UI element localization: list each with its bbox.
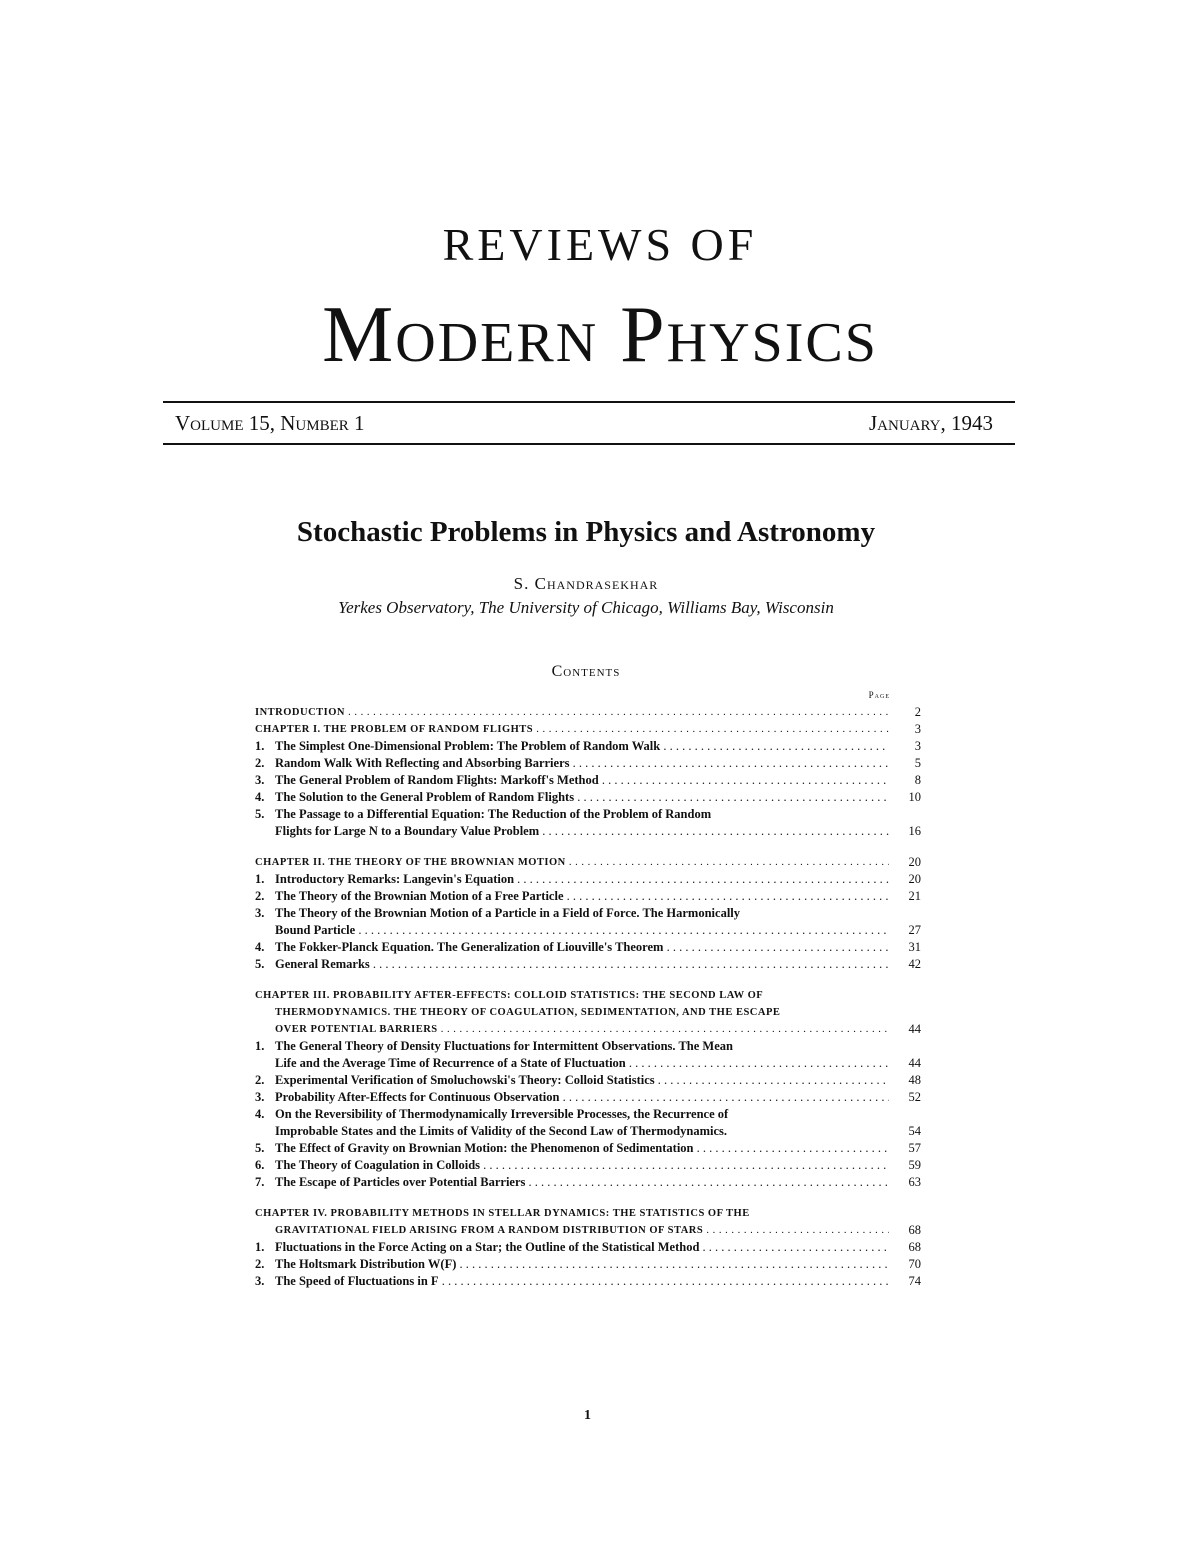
toc-entry	[255, 1273, 921, 1290]
toc-entry-text-line1: The Theory of the Brownian Motion of a Particle in a Field of Force. The Harmonically	[275, 906, 741, 920]
toc-page-number: 63	[908, 1175, 921, 1189]
toc-entry	[255, 1072, 921, 1089]
toc-entry	[255, 939, 921, 956]
toc-entry-text-line1: The General Theory of Density Fluctuations for Intermittent Observations. The Mean	[275, 1039, 733, 1053]
toc-page-number: 57	[908, 1141, 921, 1155]
toc-entry-text: The General Problem of Random Flights: Markoff's Method	[275, 773, 599, 787]
toc-entry	[255, 789, 921, 806]
toc-page-number: 48	[908, 1073, 921, 1087]
toc-entry	[255, 905, 921, 939]
toc-entry-introduction	[255, 704, 921, 721]
toc-entry-text-line2: Flights for Large N to a Boundary Value Problem . . .	[255, 823, 889, 840]
toc-entry-number: 3.	[255, 906, 265, 920]
journal-title-line2: Modern Physics	[322, 291, 878, 379]
toc-entry-text-line1: On the Reversibility of Thermodynamically Irreversible Processes, the Recurrence of	[275, 1107, 729, 1121]
header-rule-top	[163, 401, 1015, 403]
contents-heading: Contents	[551, 663, 621, 680]
toc-entry	[255, 1157, 921, 1174]
toc-page-number: 3	[914, 739, 921, 753]
toc-entry-text: The Fokker-Planck Equation. The Generalization of Liouville's Theorem	[275, 940, 664, 954]
toc-entry	[255, 888, 921, 905]
page-column-heading: Page	[868, 690, 890, 700]
toc-entry-text: Fluctuations in the Force Acting on a Star; the Outline of the Statistical Method	[275, 1240, 700, 1254]
toc-entry	[255, 755, 921, 772]
page-number: 1	[584, 1408, 591, 1423]
toc-entry-text-line1: The Passage to a Differential Equation: The Reduction of the Problem of Random	[275, 807, 712, 821]
volume-number: Volume 15, Number 1	[175, 411, 365, 435]
toc-chapter-title-line3: OVER POTENTIAL BARRIERS . . .	[255, 1021, 889, 1038]
toc-entry-number: 1.	[255, 872, 265, 886]
toc-entry-number: 2.	[255, 889, 265, 903]
toc-chapter-title: CHAPTER II. THE THEORY OF THE BROWNIAN MOTION . . .	[255, 854, 889, 871]
toc-entry-number: 3.	[255, 1090, 265, 1104]
toc-entry-text: Introductory Remarks: Langevin's Equation	[275, 872, 515, 886]
toc-entry-number: 5.	[255, 957, 265, 971]
toc-chapter-title-line1: CHAPTER III. PROBABILITY AFTER-EFFECTS: COLLOID STATISTICS: THE SECOND LAW OF	[255, 990, 764, 1001]
toc-page-number: 44	[908, 1022, 921, 1036]
toc-page-number: 3	[914, 722, 921, 736]
toc-entry-text: Random Walk With Reflecting and Absorbing Barriers	[275, 756, 570, 770]
toc-entry-text-line2: Life and the Average Time of Recurrence of a State of Fluctuation . . .	[255, 1055, 889, 1072]
toc-entry-number: 7.	[255, 1175, 265, 1189]
toc-entry-number: 3.	[255, 773, 265, 787]
toc-chapter-3	[255, 987, 921, 1038]
toc-chapter-4	[255, 1205, 921, 1239]
toc-entry	[255, 1038, 921, 1072]
toc-page-number: 27	[908, 923, 921, 937]
toc-entry	[255, 806, 921, 840]
toc-entry-text-line2: Improbable States and the Limits of Validity of the Second Law of Thermodynamics.	[275, 1124, 728, 1138]
toc-page-number: 42	[908, 957, 921, 971]
toc-page-number: 20	[908, 855, 921, 869]
toc-entry-number: 1.	[255, 1240, 265, 1254]
toc-entry	[255, 772, 921, 789]
author-affiliation: Yerkes Observatory, The University of Chicago, Williams Bay, Wisconsin	[338, 598, 834, 617]
toc-entry-text: The Theory of Coagulation in Colloids	[275, 1158, 481, 1172]
author-name: S. Chandrasekhar	[513, 574, 659, 593]
toc-entry	[255, 1089, 921, 1106]
toc-page-number: 5	[914, 756, 921, 770]
toc-entry	[255, 1106, 921, 1140]
toc-page-number: 68	[908, 1223, 921, 1237]
toc-entry	[255, 1174, 921, 1191]
toc-entry	[255, 1140, 921, 1157]
toc-page-number: 74	[908, 1274, 921, 1288]
toc-page-number: 68	[908, 1240, 921, 1254]
toc-entry-text: Experimental Verification of Smoluchowski's Theory: Colloid Statistics	[275, 1073, 655, 1087]
toc-page-number: 8	[914, 773, 921, 787]
toc-entry	[255, 1256, 921, 1273]
toc-entry-number: 2.	[255, 1073, 265, 1087]
toc-entry-text: The Holtsmark Distribution W(F)	[275, 1257, 457, 1271]
toc-entry-number: 6.	[255, 1158, 265, 1172]
toc-entry-text: The Effect of Gravity on Brownian Motion: the Phenomenon of Sedimentation	[275, 1141, 694, 1155]
toc-entry-number: 3.	[255, 1274, 265, 1288]
toc-page-number: 54	[908, 1124, 921, 1138]
toc-chapter-title-line2: THERMODYNAMICS. THE THEORY OF COAGULATION, SEDIMENTATION, AND THE ESCAPE	[275, 1007, 781, 1018]
header-rule-bottom	[163, 443, 1015, 445]
toc-chapter-title-line2: GRAVITATIONAL FIELD ARISING FROM A RANDOM DISTRIBUTION OF STARS . . .	[255, 1222, 889, 1239]
toc-entry	[255, 1239, 921, 1256]
toc-entry-number: 1.	[255, 1039, 265, 1053]
table-of-contents	[255, 704, 921, 1290]
toc-entry	[255, 738, 921, 755]
toc-entry-text: INTRODUCTION . . .	[255, 704, 889, 721]
toc-entry-number: 5.	[255, 807, 265, 821]
toc-entry-text: The Escape of Particles over Potential Barriers	[275, 1175, 526, 1189]
toc-entry-number: 2.	[255, 1257, 265, 1271]
toc-page-number: 44	[908, 1056, 921, 1070]
toc-entry-number: 4.	[255, 940, 265, 954]
toc-entry-number: 4.	[255, 790, 265, 804]
toc-page-number: 70	[908, 1257, 921, 1271]
toc-page-number: 10	[908, 790, 921, 804]
toc-entry-text: The Simplest One-Dimensional Problem: The Problem of Random Walk	[275, 739, 661, 753]
toc-entry-number: 4.	[255, 1107, 265, 1121]
toc-chapter-title: CHAPTER I. THE PROBLEM OF RANDOM FLIGHTS . . .	[255, 721, 889, 738]
toc-entry-number: 5.	[255, 1141, 265, 1155]
toc-page-number: 21	[908, 889, 921, 903]
toc-page-number: 59	[908, 1158, 921, 1172]
toc-entry	[255, 871, 921, 888]
toc-entry-text: General Remarks	[275, 957, 370, 971]
toc-chapter-2	[255, 854, 921, 871]
toc-page-number: 31	[908, 940, 921, 954]
toc-page-number: 20	[908, 872, 921, 886]
article-title: Stochastic Problems in Physics and Astronomy	[296, 516, 876, 548]
toc-page-number: 16	[908, 824, 921, 838]
toc-chapter-1	[255, 721, 921, 738]
toc-entry-text: The Theory of the Brownian Motion of a Free Particle	[275, 889, 564, 903]
toc-entry-text-line2: Bound Particle . . .	[255, 922, 889, 939]
toc-entry-text: Probability After-Effects for Continuous Observation	[275, 1090, 560, 1104]
toc-chapter-title-line1: CHAPTER IV. PROBABILITY METHODS IN STELLAR DYNAMICS: THE STATISTICS OF THE	[255, 1208, 750, 1219]
toc-page-number: 52	[908, 1090, 921, 1104]
journal-title-line1: REVIEWS OF	[442, 219, 758, 270]
toc-entry-number: 1.	[255, 739, 265, 753]
issue-date: January, 1943	[868, 411, 993, 435]
toc-entry	[255, 956, 921, 973]
toc-entry-text: The Solution to the General Problem of Random Flights	[275, 790, 575, 804]
toc-entry-text: The Speed of Fluctuations in F	[275, 1274, 439, 1288]
toc-entry-number: 2.	[255, 756, 265, 770]
toc-page-number: 2	[914, 705, 921, 719]
